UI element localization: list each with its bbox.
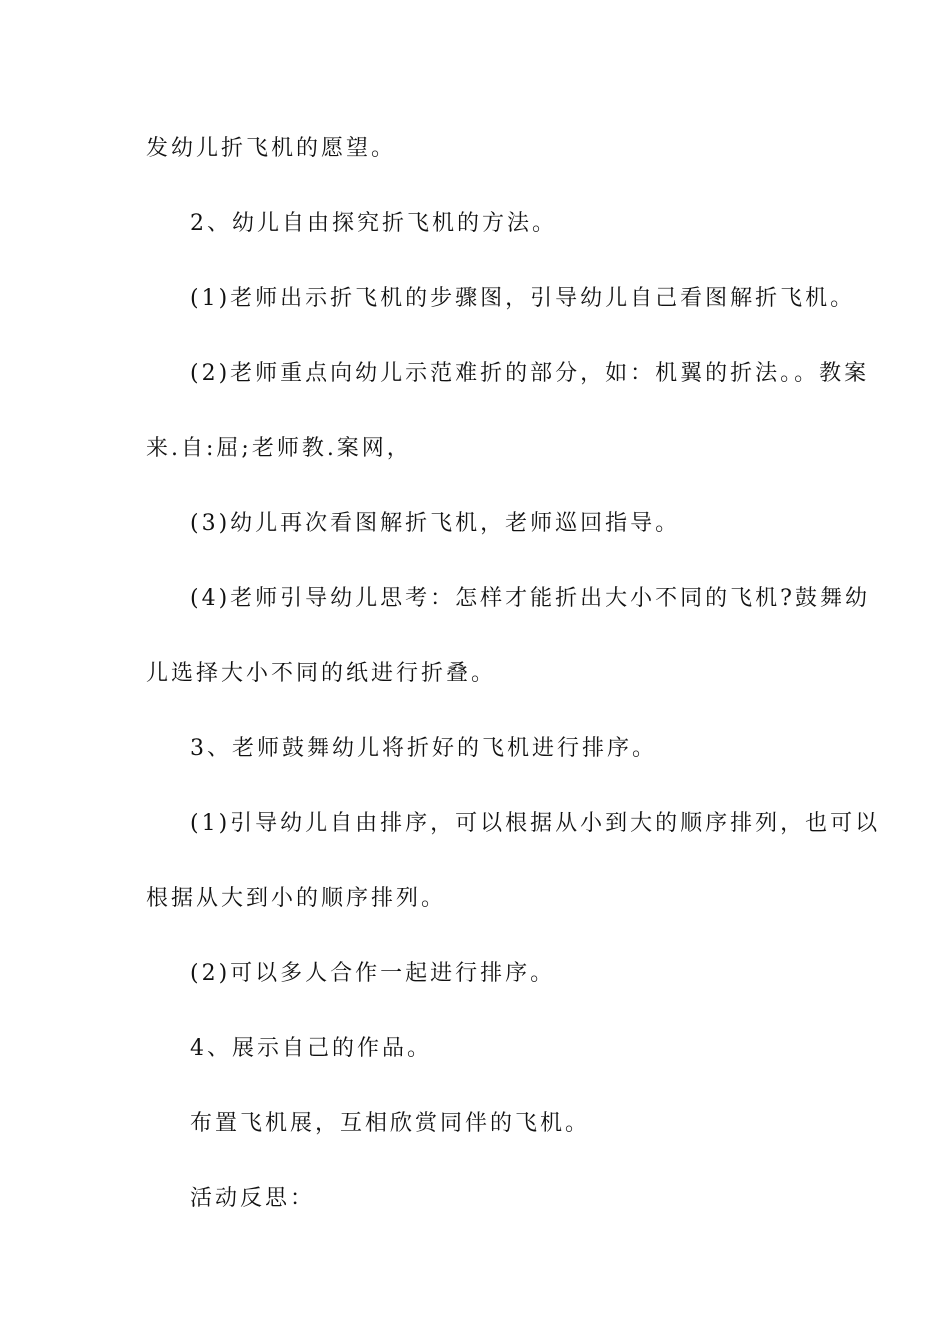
paragraph-line: (1)引导幼儿自由排序，可以根据从小到大的顺序排列，也可以 — [190, 811, 881, 836]
paragraph-line: (4)老师引导幼儿思考：怎样才能折出大小不同的飞机?鼓舞幼 — [190, 586, 870, 611]
paragraph-line: 来.自:屈;老师教.案网， — [146, 436, 412, 461]
paragraph-line: 儿选择大小不同的纸进行折叠。 — [146, 661, 497, 686]
paragraph-line: (2)老师重点向幼儿示范难折的部分，如：机翼的折法。。教案 — [190, 361, 870, 386]
section-heading-4: 4、展示自己的作品。 — [190, 1036, 432, 1061]
paragraph-line: 发幼儿折飞机的愿望。 — [146, 136, 397, 161]
paragraph-line: 布置飞机展，互相欣赏同伴的飞机。 — [190, 1111, 591, 1136]
paragraph-line: (1)老师出示折飞机的步骤图，引导幼儿自己看图解折飞机。 — [190, 286, 856, 311]
paragraph-line: 根据从大到小的顺序排列。 — [146, 886, 447, 911]
paragraph-line: (2)可以多人合作一起进行排序。 — [190, 961, 556, 986]
section-heading-3: 3、老师鼓舞幼儿将折好的飞机进行排序。 — [190, 736, 657, 761]
section-heading-2: 2、幼儿自由探究折飞机的方法。 — [190, 211, 557, 236]
paragraph-line: (3)幼儿再次看图解折飞机，老师巡回指导。 — [190, 511, 681, 536]
section-heading-reflection: 活动反思： — [190, 1186, 316, 1211]
